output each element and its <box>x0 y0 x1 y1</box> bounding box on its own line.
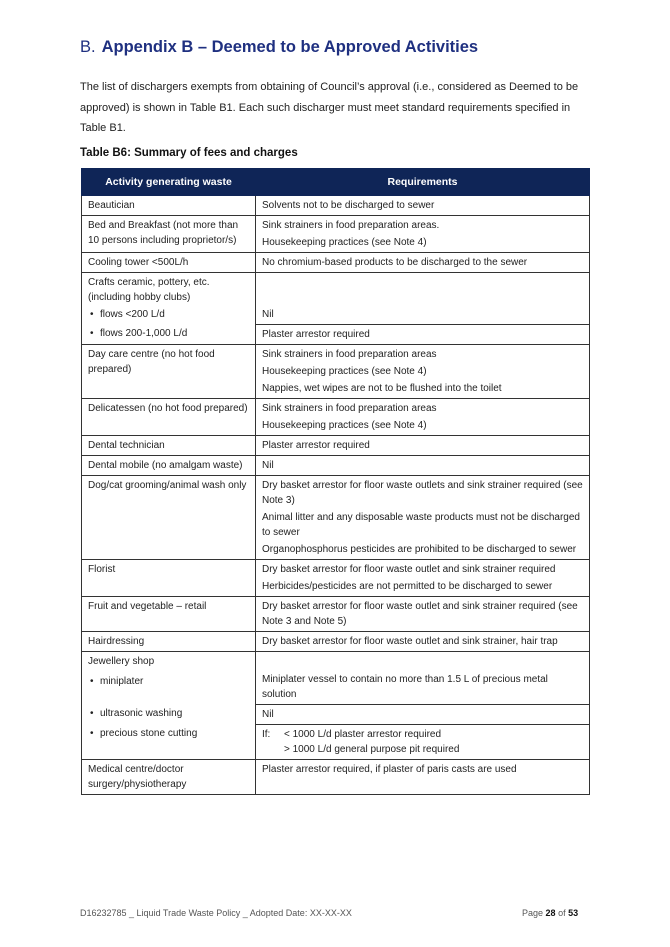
requirement-text: Plaster arrestor required, if plaster of paris casts are used <box>262 763 517 775</box>
requirement-text: No chromium-based products to be discharged to the sewer <box>262 257 528 268</box>
footer-document-id: D16232785 _ Liquid Trade Waste Policy _ Adopted Date: XX-XX-XX <box>80 908 352 918</box>
page-total: 53 <box>568 908 579 918</box>
requirement-cell <box>256 759 590 794</box>
activity-subitem: • flows <200 L/d <box>88 307 249 322</box>
requirement-cell <box>256 398 590 435</box>
section-number: B. <box>80 38 96 56</box>
requirement-text: Plaster arrestor required <box>262 328 370 340</box>
activity-cell: Bed and Breakfast (not more than 10 persons including proprietor/s) <box>82 216 256 253</box>
activity-cell <box>82 704 256 724</box>
requirement-cell <box>256 273 590 325</box>
table-row <box>82 196 590 216</box>
table-header-row <box>82 169 590 196</box>
requirement-text: Housekeeping practices (see Note 4) <box>262 419 427 431</box>
activity-cell: Fruit and vegetable – retail <box>82 596 256 631</box>
table-caption: Table B6: Summary of fees and charges <box>80 147 298 159</box>
requirement-text: Organophosphorus pesticides are prohibited to be discharged to sewer <box>262 543 577 555</box>
section-heading <box>80 38 478 57</box>
activity-cell: Hairdressing <box>82 631 256 651</box>
requirement-text: Sink strainers in food preparation areas. <box>262 220 440 231</box>
activity-cell: Cooling tower <500L/h <box>82 253 256 273</box>
header-activity: Activity generating waste <box>82 169 256 196</box>
activity-cell <box>82 273 256 325</box>
requirement-cell <box>256 559 590 596</box>
activity-cell: Dental mobile (no amalgam waste) <box>82 455 256 475</box>
table-row <box>82 324 590 344</box>
if-label: If: <box>262 728 271 740</box>
requirement-text: > 1000 L/d general purpose pit required <box>284 743 460 755</box>
requirement-text: Miniplater vessel to contain no more than 1.5 L of precious metal solution <box>262 673 548 700</box>
activity-cell <box>82 651 256 704</box>
activity-text: Crafts ceramic, pottery, etc. (including hobby clubs) <box>88 277 210 303</box>
requirement-cell <box>256 344 590 398</box>
page-of: of <box>558 908 566 918</box>
requirement-text: Solvents not to be discharged to sewer <box>262 200 435 211</box>
activity-cell: Beautician <box>82 196 256 216</box>
requirement-text: Dry basket arrestor for floor waste outlet and sink strainer required (see Note 3 and Note 5) <box>262 600 578 627</box>
activity-subitem: • precious stone cutting <box>88 726 249 741</box>
activity-cell: Medical centre/doctor surgery/physiotherapy <box>82 759 256 794</box>
table-row <box>82 475 590 559</box>
activity-cell: Dog/cat grooming/animal wash only <box>82 475 256 559</box>
intro-paragraph: The list of dischargers exempts from obtaining of Council’s approval (i.e., considered as Deemed to be approved) is shown in Table B1. Each such discharger must meet standard requirements specified in Table B1. <box>80 81 579 134</box>
requirement-cell <box>256 253 590 273</box>
requirement-text: Nappies, wet wipes are not to be flushed into the toilet <box>262 382 502 394</box>
requirement-text: Dry basket arrestor for floor waste outlet and sink strainer, hair trap <box>262 635 558 647</box>
header-requirements: Requirements <box>256 169 590 196</box>
table-row <box>82 455 590 475</box>
requirement-cell <box>256 216 590 253</box>
requirement-text: Plaster arrestor required <box>262 439 370 451</box>
page-current: 28 <box>545 908 556 918</box>
activity-cell: Delicatessen (no hot food prepared) <box>82 398 256 435</box>
requirement-cell <box>256 724 590 759</box>
activity-cell <box>82 324 256 344</box>
requirement-text: Sink strainers in food preparation areas <box>262 348 437 360</box>
activity-cell <box>82 724 256 759</box>
section-title: Appendix B – Deemed to be Approved Activities <box>101 38 479 56</box>
requirement-cell <box>256 704 590 724</box>
table-row <box>82 273 590 325</box>
activity-subitem: • flows 200-1,000 L/d <box>88 326 249 341</box>
activity-cell: Florist <box>82 559 256 596</box>
activity-text: Jewellery shop <box>88 655 155 667</box>
activity-cell: Day care centre (no hot food prepared) <box>82 344 256 398</box>
activity-subitem: • miniplater <box>88 674 249 689</box>
table-row <box>82 398 590 435</box>
footer-page-number <box>522 908 578 918</box>
requirement-cell <box>256 455 590 475</box>
requirement-cell <box>256 651 590 704</box>
table-row <box>82 344 590 398</box>
table-row <box>82 253 590 273</box>
requirement-text: Sink strainers in food preparation areas <box>262 402 437 414</box>
table-row <box>82 216 590 253</box>
table-row <box>82 631 590 651</box>
requirement-text: Animal litter and any disposable waste products must not be discharged to sewer <box>262 511 580 538</box>
activity-subitem: • ultrasonic washing <box>88 706 249 721</box>
table-row <box>82 759 590 794</box>
requirement-cell <box>256 631 590 651</box>
requirement-text: < 1000 L/d plaster arrestor required <box>284 728 442 740</box>
requirement-text: Housekeeping practices (see Note 4) <box>262 237 427 248</box>
requirement-text: Dry basket arrestor for floor waste outlet and sink strainer required <box>262 563 556 575</box>
requirement-text: Nil <box>262 459 274 471</box>
table-row <box>82 704 590 724</box>
requirement-cell <box>256 475 590 559</box>
table-row <box>82 435 590 455</box>
requirement-text: Nil <box>262 308 274 320</box>
requirement-text: Nil <box>262 708 274 720</box>
table-row <box>82 724 590 759</box>
table-row <box>82 596 590 631</box>
page-label: Page <box>522 908 544 918</box>
requirement-cell <box>256 324 590 344</box>
requirement-cell <box>256 596 590 631</box>
activity-cell: Dental technician <box>82 435 256 455</box>
requirement-text: Dry basket arrestor for floor waste outlets and sink strainer required (see Note 3) <box>262 479 583 506</box>
requirement-cell <box>256 435 590 455</box>
requirement-cell <box>256 196 590 216</box>
table-row <box>82 559 590 596</box>
requirements-table <box>81 168 590 795</box>
table-row <box>82 651 590 704</box>
requirement-text: Housekeeping practices (see Note 4) <box>262 365 427 377</box>
requirement-text: Herbicides/pesticides are not permitted to be discharged to sewer <box>262 580 553 592</box>
